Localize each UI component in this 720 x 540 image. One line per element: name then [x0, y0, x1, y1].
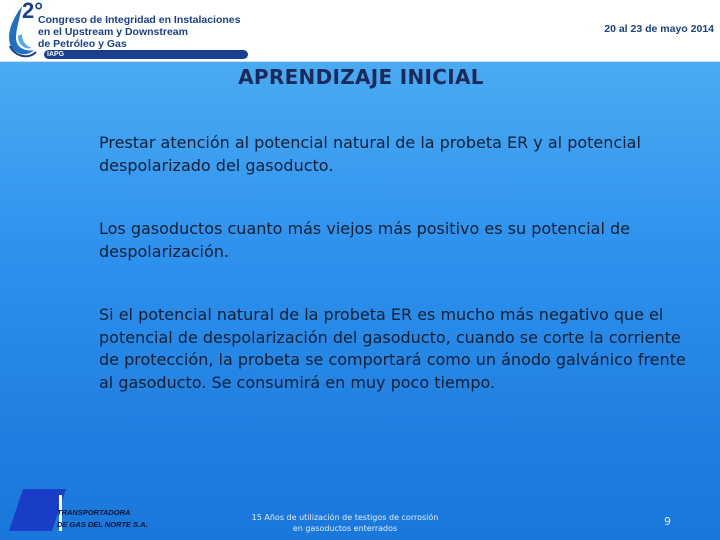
slide-title: APRENDIZAJE INICIAL [238, 65, 484, 89]
footer-caption [245, 512, 445, 534]
congress-title-line: en el Upstream y Downstream [38, 26, 188, 38]
company-name-line: TRANSPORTADORA [57, 508, 131, 517]
congress-title-line: de Petróleo y Gas IAPG [38, 38, 248, 59]
edition-number: 2° [22, 0, 44, 23]
congress-title-line: Congreso de Integridad en Instalaciones [38, 14, 241, 26]
body-paragraph: Si el potencial natural de la probeta ER es mucho más negativo que el potencial de despolarización del gasoducto, cuando se corte la corriente de protección, la probeta se comportará como un ánodo galvánico frente al gasoducto. Se consumirá en muy poco tiempo. [99, 305, 686, 392]
body-paragraph: Los gasoductos cuanto más viejos más positivo es su potencial de despolarización. [99, 219, 630, 261]
body-paragraph: Prestar atención al potencial natural de la probeta ER y al potencial despolarizado del gasoducto. [99, 133, 641, 175]
company-name-line: DE GAS DEL NORTE S.A. [57, 520, 148, 529]
footer-caption-line: en gasoductos enterrados [292, 524, 398, 533]
page-number: 9 [664, 515, 671, 528]
footer-caption-line: 15 Años de utilización de testigos de corrosión [251, 513, 439, 522]
congress-title [38, 14, 248, 59]
company-name [57, 507, 148, 531]
header-banner [0, 0, 720, 62]
congress-date: 20 al 23 de mayo 2014 [604, 23, 714, 35]
iapg-badge: IAPG [44, 50, 248, 59]
